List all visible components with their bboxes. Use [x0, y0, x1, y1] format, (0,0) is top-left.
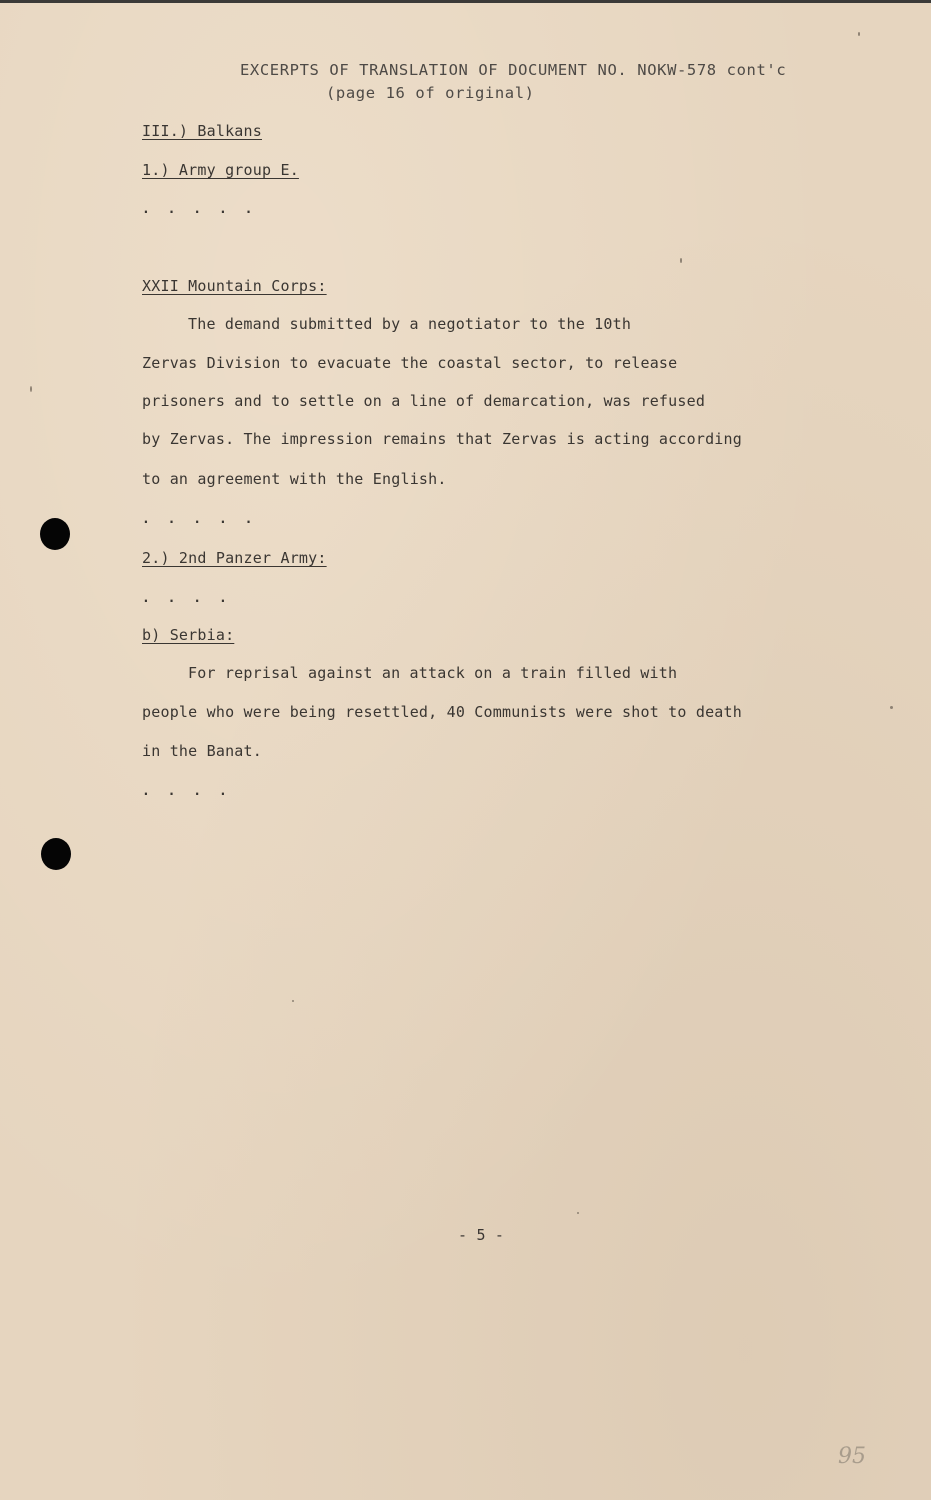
paper-speck [292, 1000, 294, 1002]
paper-speck [680, 258, 682, 263]
paragraph-line: Zervas Division to evacuate the coastal sector, to release [142, 354, 678, 372]
page-number: - 5 - [458, 1226, 505, 1244]
ellipsis-marker: . . . . [142, 784, 232, 799]
paper-speck [30, 386, 32, 392]
paper-speck [577, 1212, 579, 1214]
ellipsis-marker: . . . . . [142, 202, 258, 217]
section-heading-panzer-army: 2.) 2nd Panzer Army: [142, 549, 327, 567]
paragraph-line: by Zervas. The impression remains that Zervas is acting according [142, 430, 742, 448]
punch-hole-upper [40, 518, 70, 550]
paragraph-line: For reprisal against an attack on a train filled with [188, 664, 678, 682]
pencil-page-mark: 95 [838, 1444, 866, 1469]
ellipsis-marker: . . . . [142, 591, 232, 606]
paper-speck [890, 706, 893, 709]
paragraph-line: to an agreement with the English. [142, 470, 447, 488]
section-heading-army-group: 1.) Army group E. [142, 161, 299, 179]
document-header-title: EXCERPTS OF TRANSLATION OF DOCUMENT NO. NOKW-578 cont'c [240, 61, 787, 79]
paragraph-line: The demand submitted by a negotiator to the 10th [188, 315, 632, 333]
section-heading-serbia: b) Serbia: [142, 626, 235, 644]
punch-hole-lower [41, 838, 71, 870]
ellipsis-marker: . . . . . [142, 512, 258, 527]
paragraph-line: in the Banat. [142, 742, 262, 760]
paragraph-line: prisoners and to settle on a line of demarcation, was refused [142, 392, 706, 410]
document-header-subtitle: (page 16 of original) [326, 84, 535, 102]
paragraph-line: people who were being resettled, 40 Communists were shot to death [142, 703, 742, 721]
section-heading-mountain-corps: XXII Mountain Corps: [142, 277, 327, 295]
top-edge-shadow [0, 0, 931, 3]
section-heading-balkans: III.) Balkans [142, 122, 262, 140]
paper-speck [858, 32, 860, 36]
